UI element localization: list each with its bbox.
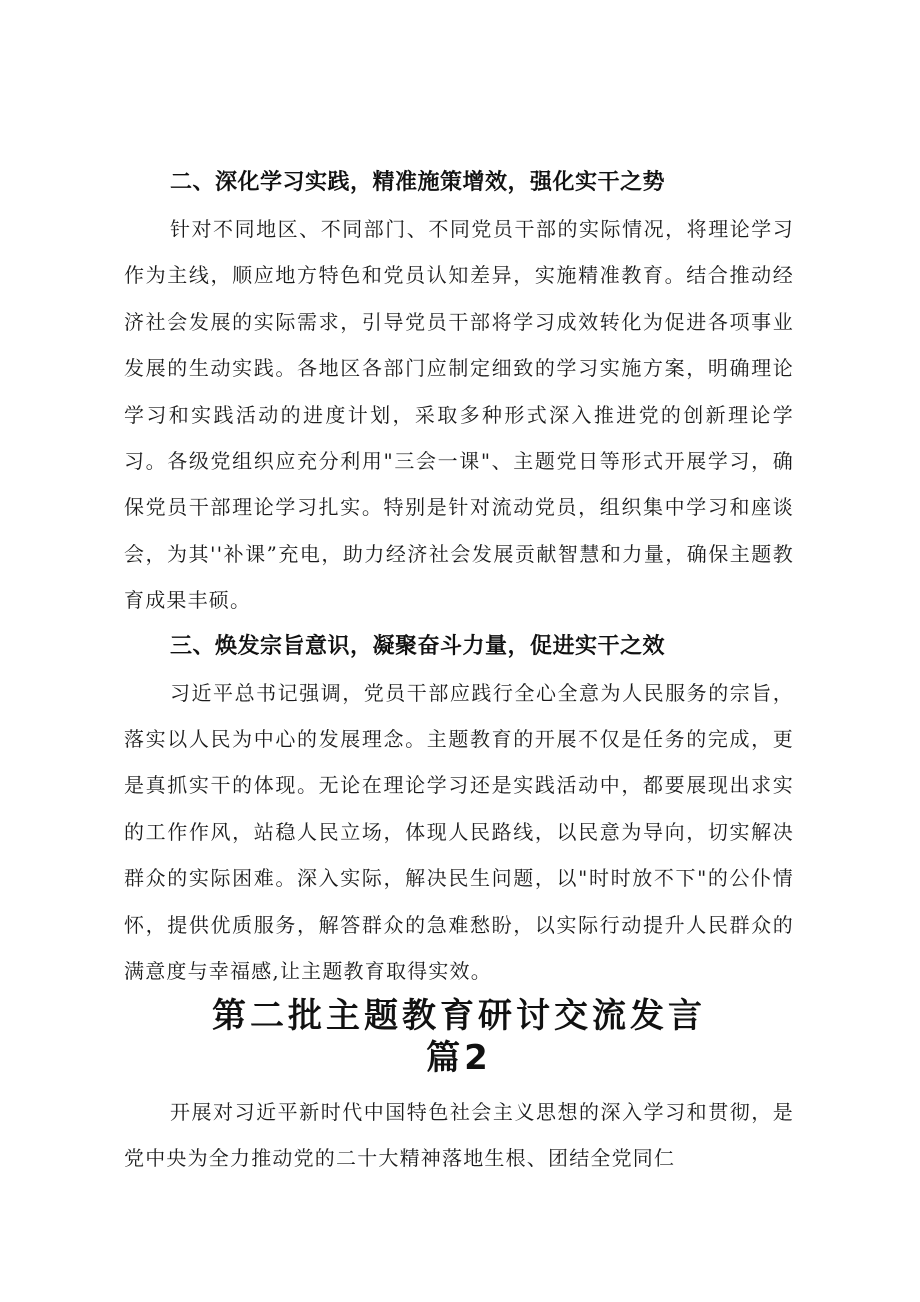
section-paragraph-2: 针对不同地区、不同部门、不同党员干部的实际情况，将理论学习作为主线，顺应地方特色和党员认知差异，实施精准教育。结合推动经济社会发展的实际需求，引导党员干部将学习成效转化为促进各项事业发展的生动实践。各地区各部门应制定细致的学习实施方案，明确理论学习和实践活动的进度计划，采取多种形式深入推进党的创新理论学习。各级党组织应充分利用"三会一课"、主题党日等形式开展学习，确保党员干部理论学习扎实。特别是针对流动党员，组织集中学习和座谈会，为其''补课”充电，助力经济社会发展贡献智慧和力量，确保主题教育成果丰硕。 [124,217,794,613]
article-title: 第二批主题教育研讨交流发言 [212,995,706,1036]
article-subtitle: 篇2 [426,1037,492,1078]
section-paragraph-3: 习近平总书记强调，党员干部应践行全心全意为人民服务的宗旨，落实以人民为中心的发展理念。主题教育的开展不仅是任务的完成，更是真抓实干的体现。无论在理论学习还是实践活动中，都要展现出求实的工作作风，站稳人民立场，体现人民路线，以民意为导向，切实解决群众的实际困难。深入实际，解决民生问题，以"时时放不下"的公仆情怀，提供优质服务，解答群众的急难愁盼，以实际行动提升人民群众的满意度与幸福感,让主题教育取得实效。 [124,680,794,984]
section-heading-2: 二、深化学习实践，精准施策增效，强化实干之势 [170,170,666,195]
section-heading-3: 三、焕发宗旨意识，凝聚奋斗力量，促进实干之效 [170,633,666,659]
article-paragraph: 开展对习近平新时代中国特色社会主义思想的深入学习和贯彻，是党中央为全力推动党的二十大精神落地生根、团结全党同仁 [124,1099,794,1170]
document-body [124,160,794,1181]
